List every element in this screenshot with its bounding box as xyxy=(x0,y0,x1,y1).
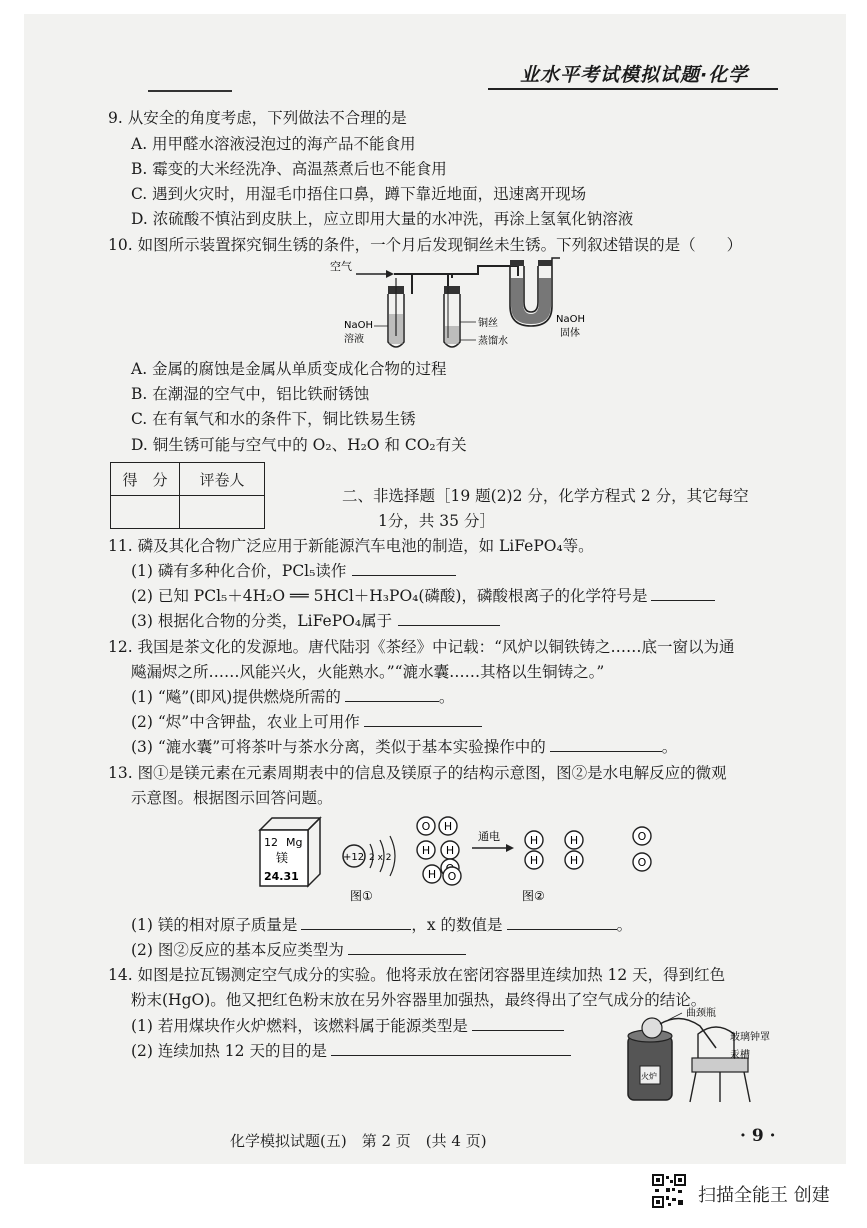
top-leftover-blank xyxy=(148,90,232,92)
score-label: 得 分 xyxy=(111,463,180,496)
q9-stem: 9. 从安全的角度考虑，下列做法不合理的是 xyxy=(108,109,407,127)
nucleus-charge: +12 xyxy=(343,852,365,863)
answer-blank xyxy=(352,561,456,576)
svg-text:O: O xyxy=(447,870,457,883)
q13-figure xyxy=(256,812,676,908)
q12-stem-line2: 飚漏烬之所……风能兴火，火能熟水。”“漉水囊……其格以生铜铸之。” xyxy=(131,663,605,681)
q11-part1: (1) 磷有多种化合价，PCl₅读作 xyxy=(131,561,456,581)
q10-option-b: B. 在潮湿的空气中，铝比铁耐锈蚀 xyxy=(131,385,370,403)
score-table xyxy=(110,462,265,529)
naoh-solution-label-1: NaOH xyxy=(344,320,373,331)
q10-option-d: D. 铜生锈可能与空气中的 O₂、H₂O 和 CO₂有关 xyxy=(131,436,467,454)
q11-stem: 11. 磷及其化合物广泛应用于新能源汽车电池的制造，如 LiFePO₄等。 xyxy=(108,537,594,555)
q11-part3: (3) 根据化合物的分类，LiFePO₄属于 xyxy=(131,611,500,631)
score-cell xyxy=(111,496,180,529)
footer-text: 化学模拟试题(五) 第 2 页 (共 4 页) xyxy=(230,1132,487,1150)
q12-part1: (1) “飚”(即风)提供燃烧所需的 。 xyxy=(131,688,455,706)
reaction-condition: 通电 xyxy=(478,830,500,843)
svg-text:H: H xyxy=(443,820,453,833)
q10-apparatus-figure xyxy=(330,256,590,358)
q9-option-c: C. 遇到火灾时，用湿毛巾捂住口鼻，蹲下靠近地面，迅速离开现场 xyxy=(131,185,587,203)
q10-option-c: C. 在有氧气和水的条件下，铜比铁易生锈 xyxy=(131,410,416,428)
furnace-label: 火炉 xyxy=(641,1072,657,1081)
header-rule xyxy=(488,88,778,90)
copper-wire-label: 铜丝 xyxy=(478,318,498,329)
svg-text:H: H xyxy=(427,868,437,881)
naoh-solid-label-1: NaOH xyxy=(556,314,585,325)
retort-label: 曲颈瓶 xyxy=(686,1008,716,1019)
element-name: 镁 xyxy=(276,851,289,865)
grader-label: 评卷人 xyxy=(180,463,265,496)
atomic-mass: 24.31 xyxy=(264,870,299,883)
q13-stem-line1: 13. 图①是镁元素在元素周期表中的信息及镁原子的结构示意图，图②是水电解反应的微观 xyxy=(108,764,727,782)
q13-part2: (2) 图②反应的基本反应类型为 xyxy=(131,940,466,960)
answer-blank xyxy=(472,1016,564,1031)
answer-blank xyxy=(651,586,715,601)
q11-part2: (2) 已知 PCl₅＋4H₂O ══ 5HCl＋H₃PO₄(磷酸)，磷酸根离子的化学符号是 xyxy=(131,586,715,606)
q14-part1: (1) 若用煤块作火炉燃料，该燃料属于能源类型是 xyxy=(131,1016,564,1036)
svg-text:H: H xyxy=(569,834,579,847)
page-number: · 9 · xyxy=(740,1126,776,1146)
naoh-solid-label-2: 固体 xyxy=(560,328,580,339)
svg-text:H: H xyxy=(421,844,431,857)
atomic-number: 12 xyxy=(264,836,278,849)
q14-part2: (2) 连续加热 12 天的目的是 xyxy=(131,1041,571,1061)
q14-stem-line2: 粉末(HgO)。他又把红色粉末放在另外容器里加强热，最终得出了空气成分的结论。 xyxy=(131,991,707,1009)
figure2-label: 图② xyxy=(522,889,545,903)
q12-stem-line1: 12. 我国是茶文化的发源地。唐代陆羽《茶经》中记载：“风炉以铜铁铸之……底一窗以为通 xyxy=(108,638,735,656)
svg-text:H: H xyxy=(445,844,455,857)
answer-blank xyxy=(364,712,482,727)
q9-option-d: D. 浓硫酸不慎沾到皮肤上，应立即用大量的水冲洗，再涂上氢氧化钠溶液 xyxy=(131,210,634,228)
q13-part1: (1) 镁的相对原子质量是 ，x 的数值是 。 xyxy=(131,916,633,934)
answer-blank xyxy=(348,940,466,955)
answer-blank xyxy=(331,1041,571,1056)
svg-text:H: H xyxy=(529,834,539,847)
header-title: 业水平考试模拟试题·化学 xyxy=(520,64,749,86)
q9-option-a: A. 用甲醛水溶液浸泡过的海产品不能食用 xyxy=(131,135,416,153)
section2-title-line1: 二、非选择题［19 题(2)2 分，化学方程式 2 分，其它每空 xyxy=(342,487,749,505)
answer-blank xyxy=(345,687,439,702)
trough-label: 汞槽 xyxy=(730,1050,750,1061)
figure1-label: 图① xyxy=(350,889,373,903)
q12-part3: (3) “漉水囊”可将茶叶与茶水分离，类似于基本实验操作中的 。 xyxy=(131,738,678,756)
svg-text:O: O xyxy=(637,830,647,843)
svg-text:H: H xyxy=(569,854,579,867)
bell-jar-label: 玻璃钟罩 xyxy=(730,1032,770,1043)
element-symbol: Mg xyxy=(286,836,303,849)
naoh-solution-label-2: 溶液 xyxy=(344,334,364,345)
answer-blank xyxy=(507,915,617,930)
air-label: 空气 xyxy=(330,260,352,273)
svg-text:O: O xyxy=(637,856,647,869)
q14-stem-line1: 14. 如图是拉瓦锡测定空气成分的实验。他将汞放在密闭容器里连续加热 12 天，得到红色 xyxy=(108,966,726,984)
q13-stem-line2: 示意图。根据图示回答问题。 xyxy=(131,789,333,807)
q14-lavoisier-apparatus xyxy=(620,1006,790,1108)
distilled-water-label: 蒸馏水 xyxy=(478,336,508,347)
q10-stem: 10. 如图所示装置探究铜生锈的条件，一个月后发现铜丝未生锈。下列叙述错误的是（ ） xyxy=(108,236,743,254)
svg-text:O: O xyxy=(421,820,431,833)
qr-code-icon xyxy=(652,1174,686,1208)
q10-option-a: A. 金属的腐蚀是金属从单质变成化合物的过程 xyxy=(131,360,447,378)
svg-text:H: H xyxy=(529,854,539,867)
answer-blank xyxy=(398,611,500,626)
grader-cell xyxy=(180,496,265,529)
watermark-text: 扫描全能王 创建 xyxy=(698,1185,830,1206)
answer-blank xyxy=(301,915,411,930)
q9-option-b: B. 霉变的大米经洗净、高温蒸煮后也不能食用 xyxy=(131,160,447,178)
electron-shells: 2 x 2 xyxy=(369,853,392,863)
answer-blank xyxy=(550,737,662,752)
q12-part2: (2) “烬”中含钾盐，农业上可用作 xyxy=(131,712,482,732)
section2-title-line2: 1分，共 35 分］ xyxy=(378,512,495,530)
